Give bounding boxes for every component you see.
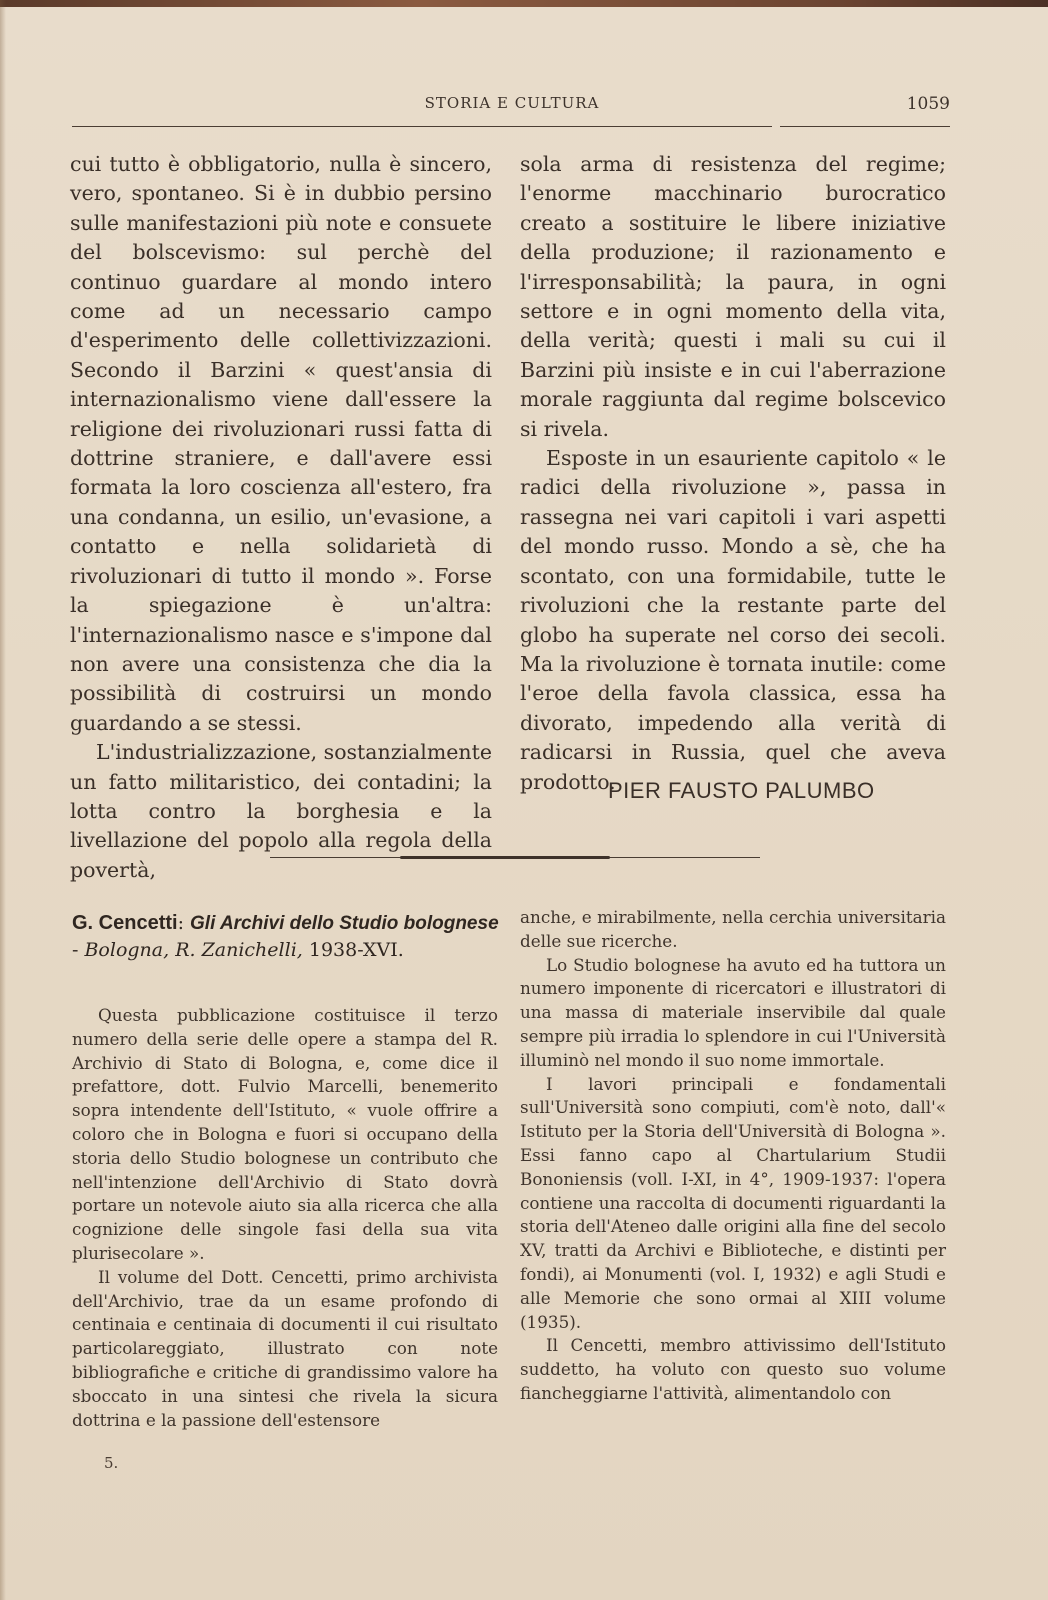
page-left-shadow <box>0 0 6 1600</box>
review-author: G. Cencetti <box>72 912 178 934</box>
article-paragraph: L'industrializzazione, sostanzialmente un fatto militaristico, dei contadini; la lotta contro la borghesia e la livellazione del popolo alla regola della povertà, <box>70 740 492 882</box>
review-column-left <box>72 1004 498 1432</box>
review-title: Gli Archivi dello Studio bolognese <box>190 913 499 934</box>
running-head <box>0 94 1048 118</box>
review-paragraph: Il volume del Dott. Cencetti, primo archivista dell'Archivio, trae da un esame profondo di centinaia e centinaia di documenti il cui risultato particolareggiato, illustrato con note bibliografiche e critiche di grandissimo valore ha sboccato in una sintesi che rivela la sicura dottrina e la passione dell'estensore <box>72 1266 498 1430</box>
article-paragraph: Esposte in un esauriente capitolo « le radici della rivoluzione », passa in rassegna nei vari capitoli i vari aspetti del mondo russo. Mondo a sè, che ha scontato, con una formidabile, tutte le rivoluzioni che la restante parte del globo ha superate nel corso dei secoli. Ma la rivoluzione è tornata inutile: come l'eroe della favola classica, essa ha divorato, impedendo alla verità di radicarsi in Russia, quel che aveva prodotto. <box>520 446 946 794</box>
review-paragraph: I lavori principali e fondamentali sull'Università sono compiuti, com'è noto, dall'« Istituto per la Storia dell'Università di Bologna ». Essi fanno capo al Chartularium Studii Bononiensis (voll. I-XI, in 4°, 1909-1937: l'opera contiene una raccolta di documenti riguardanti la storia dell'Ateneo dalle origini alla fine del secolo XV, tratti da Archivi e Biblioteche, e distinti per fondi), ai Monumenti (vol. I, 1932) e agli Studi e alle Memorie che sono ormai al XIII volume (1935). <box>520 1073 946 1332</box>
section-title: STORIA E CULTURA <box>424 94 600 112</box>
review-year: 1938-XVI. <box>302 939 404 961</box>
review-paragraph: Questa pubblicazione costituisce il terzo numero della serie delle opere a stampa del R. Archivio di Stato di Bologna, e, come dice il prefattore, dott. Fulvio Marcelli, benemerito sopra intendente dell'Istituto, « vuole offrire a coloro che in Bologna e fuori si occupano della storia dello Studio bolognese un contributo che nell'intenzione dell'Archivio di Stato dovrà portare un notevole aiuto sia alla ricerca che alla cognizione delle singole fasi della sua vita plurisecolare ». <box>72 1005 498 1263</box>
review-paragraph: Il Cencetti, membro attivissimo dell'Istituto suddetto, ha voluto con questo suo volume fiancheggiarne l'attività, alimentandolo con <box>520 1335 946 1403</box>
author-signature: PIER FAUSTO PALUMBO <box>608 778 875 803</box>
article-column-left <box>70 150 492 885</box>
review-paragraph: Lo Studio bolognese ha avuto ed ha tuttora un numero imponente di ricercatori e illustratori di una massa di materiale inservibile dal quale sempre più irradia lo splendore in cui l'Università illuminò nel mondo il suo nome immortale. <box>520 954 946 1070</box>
article-paragraph: sola arma di resistenza del regime; l'enorme macchinario burocratico creato a sostituire le libere iniziative della produzione; il razionamento e l'irresponsabilità; la paura, in ogni settore e in ogni momento della vita, della verità; questi i mali su cui il Barzini più insiste e in cui l'aberrazione morale raggiunta dal regime bolscevico si rivela. <box>520 152 946 441</box>
review-paragraph: anche, e mirabilmente, nella cerchia universitaria delle sue ricerche. <box>520 907 946 951</box>
review-dash: - <box>72 939 85 961</box>
signature-mark: 5. <box>104 1454 119 1472</box>
header-rule <box>72 126 772 127</box>
review-separator: : <box>177 912 191 934</box>
review-publication: Bologna, R. Zanichelli, <box>84 939 303 961</box>
article-column-right <box>520 150 946 797</box>
header-rule-short <box>780 126 950 127</box>
review-column-right <box>520 906 946 1406</box>
article-paragraph: cui tutto è obbligatorio, nulla è sincero, vero, spontaneo. Si è in dubbio persino sulle manifestazioni più note e consuete del bolscevismo: sul perchè del continuo guardare al mondo intero come ad un necessario campo d'esperimento delle collettivizzazioni. Secondo il Barzini « quest'ansia di internazionalismo viene dall'essere la religione dei rivoluzionari russi fatta di dottrine straniere, e dall'avere essi formata la loro coscienza all'estero, fra una condanna, un esilio, un'evasione, a contatto e nella solidarietà di rivoluzionari di tutto il mondo ». Forse la spiegazione è un'altra: l'internazionalismo nasce e s'impone dal non avere una consistenza che dia la possibilità di costruirsi un mondo guardando a se stessi. <box>70 152 492 735</box>
section-divider <box>270 856 760 860</box>
page-number: 1059 <box>906 94 950 114</box>
page-top-edge <box>0 0 1048 7</box>
review-heading <box>72 910 500 963</box>
divider-thick-line <box>400 856 610 859</box>
